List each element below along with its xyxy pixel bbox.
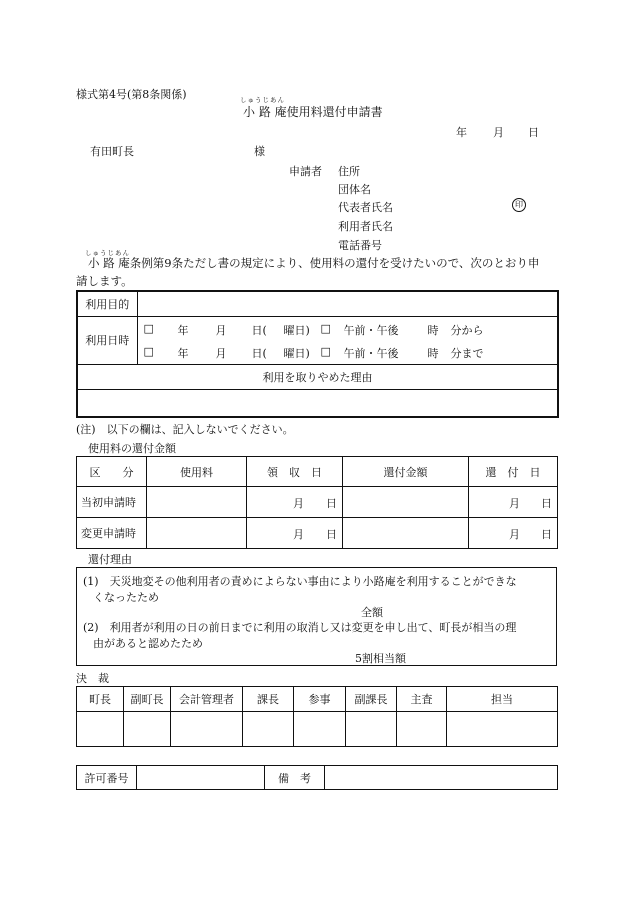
- row2-checkbox[interactable]: □: [143, 344, 154, 358]
- reason-item-2-amount: 5割相当額: [355, 652, 406, 665]
- approval-table: [76, 686, 558, 747]
- row2-hour: 時: [427, 346, 439, 360]
- approval-section-label: 決 裁: [76, 672, 109, 685]
- row1-hour: 時: [427, 323, 439, 337]
- refund-section-label: 使用料の還付金額: [88, 442, 176, 455]
- purpose-cell[interactable]: [137, 291, 558, 316]
- refund-date-cell[interactable]: [469, 487, 558, 518]
- note: (注) 以下の欄は、記入しないでください。: [76, 423, 294, 436]
- row1-month: 月: [215, 323, 227, 337]
- row2-weekday: 曜日): [283, 346, 310, 360]
- reason-item-1b: くなったため: [93, 591, 159, 604]
- refund-fee-cell[interactable]: [147, 518, 247, 549]
- seal-icon: 印: [512, 198, 526, 212]
- refund-day: 日: [541, 528, 552, 541]
- applicant-label: 申請者: [289, 165, 322, 178]
- refund-fee-cell[interactable]: [147, 487, 247, 518]
- page-title: 小 路 庵使用料還付申請書: [243, 105, 383, 119]
- approval-cell[interactable]: [294, 712, 346, 747]
- row2-day: 日(: [251, 346, 267, 360]
- refund-row-label: 変更申請時: [77, 518, 147, 549]
- approval-cell[interactable]: [243, 712, 294, 747]
- row1-weekday: 曜日): [283, 323, 310, 337]
- title-ruby: しゅうじあん: [240, 96, 285, 104]
- addressee: 有田町長: [90, 145, 134, 158]
- usage-table: [76, 290, 559, 418]
- row2-minute-to: 分まで: [450, 346, 484, 360]
- received-month: 月: [293, 528, 304, 541]
- refund-day: 日: [541, 497, 552, 510]
- applicant-org: 団体名: [338, 183, 371, 196]
- refund-date-cell[interactable]: [469, 518, 558, 549]
- row2-ampm-checkbox[interactable]: □: [320, 344, 331, 358]
- purpose-label: 利用目的: [77, 291, 137, 316]
- approval-header-deputy-chief: 副課長: [346, 687, 397, 712]
- refund-header-category: 区 分: [77, 457, 147, 487]
- permit-remarks-cell[interactable]: [325, 766, 558, 790]
- approval-cell[interactable]: [447, 712, 558, 747]
- permit-number-cell[interactable]: [137, 766, 265, 790]
- reason-item-1-amount: 全額: [361, 606, 383, 619]
- datetime-label: 利用日時: [77, 316, 137, 364]
- reason-section-label: 還付理由: [88, 553, 132, 566]
- refund-received-cell[interactable]: [247, 518, 343, 549]
- approval-cell[interactable]: [346, 712, 397, 747]
- row1-year: 年: [177, 323, 189, 337]
- approval-cell[interactable]: [397, 712, 447, 747]
- refund-month: 月: [509, 497, 520, 510]
- row1-ampm-checkbox[interactable]: □: [320, 321, 331, 335]
- refund-header-fee: 使用料: [147, 457, 247, 487]
- approval-header-section-chief: 課長: [243, 687, 294, 712]
- approval-header-chief-clerk: 主査: [397, 687, 447, 712]
- applicant-user: 利用者氏名: [338, 220, 393, 233]
- body-line-2: 請します。: [76, 274, 133, 288]
- cancel-reason-cell[interactable]: [77, 389, 558, 417]
- row2-year: 年: [177, 346, 189, 360]
- refund-month: 月: [509, 528, 520, 541]
- approval-header-accounting: 会計管理者: [171, 687, 243, 712]
- reason-item-2a: (2) 利用者が利用の日の前日までに利用の取消し又は変更を申し出て、町長が相当の理: [83, 621, 517, 634]
- refund-amount-cell[interactable]: [343, 487, 469, 518]
- row1-day: 日(: [251, 323, 267, 337]
- approval-header-mayor: 町長: [77, 687, 124, 712]
- refund-header-amount: 還付金額: [343, 457, 469, 487]
- refund-row-label: 当初申請時: [77, 487, 147, 518]
- row1-ampm: 午前・午後: [343, 323, 399, 337]
- addressee-sama: 様: [254, 145, 265, 158]
- refund-header-date: 還 付 日: [469, 457, 558, 487]
- row2-month: 月: [215, 346, 227, 360]
- applicant-rep: 代表者氏名: [338, 201, 393, 214]
- received-day: 日: [326, 528, 337, 541]
- date-day: 日: [528, 126, 539, 139]
- date-year: 年: [456, 126, 467, 139]
- refund-amount-cell[interactable]: [343, 518, 469, 549]
- date-month: 月: [493, 126, 504, 139]
- body-line-1: 小 路 庵条例第9条ただし書の規定により、使用料の還付を受けたいので、次のとおり申: [88, 256, 540, 270]
- row1-checkbox[interactable]: □: [143, 321, 154, 335]
- refund-table: [76, 456, 558, 549]
- table-row: [77, 712, 558, 747]
- applicant-address: 住所: [338, 165, 360, 178]
- approval-header-councilor: 参事: [294, 687, 346, 712]
- form-number: 様式第4号(第8条関係): [76, 88, 187, 101]
- cancel-reason-label: 利用を取りやめた理由: [77, 364, 558, 389]
- refund-received-cell[interactable]: [247, 487, 343, 518]
- approval-cell[interactable]: [77, 712, 124, 747]
- refund-header-received: 領 収 日: [247, 457, 343, 487]
- permit-number-label: 許可番号: [77, 766, 137, 790]
- reason-item-1a: (1) 天災地変その他利用者の責めによらない事由により小路庵を利用することができな: [83, 575, 517, 588]
- table-row: [77, 487, 558, 518]
- approval-header-deputy-mayor: 副町長: [124, 687, 171, 712]
- permit-table: [76, 765, 558, 790]
- row2-ampm: 午前・午後: [343, 346, 399, 360]
- permit-remarks-label: 備 考: [265, 766, 325, 790]
- datetime-cell: [137, 316, 558, 364]
- approval-cell[interactable]: [124, 712, 171, 747]
- received-month: 月: [293, 497, 304, 510]
- approval-header-staff: 担当: [447, 687, 558, 712]
- reason-item-2b: 由があると認めたため: [93, 637, 203, 650]
- table-row: [77, 518, 558, 549]
- body-ruby: しゅうじあん: [85, 249, 130, 257]
- row1-minute-from: 分から: [450, 323, 484, 337]
- applicant-phone: 電話番号: [338, 239, 382, 252]
- approval-cell[interactable]: [171, 712, 243, 747]
- received-day: 日: [326, 497, 337, 510]
- reason-box: [76, 567, 557, 666]
